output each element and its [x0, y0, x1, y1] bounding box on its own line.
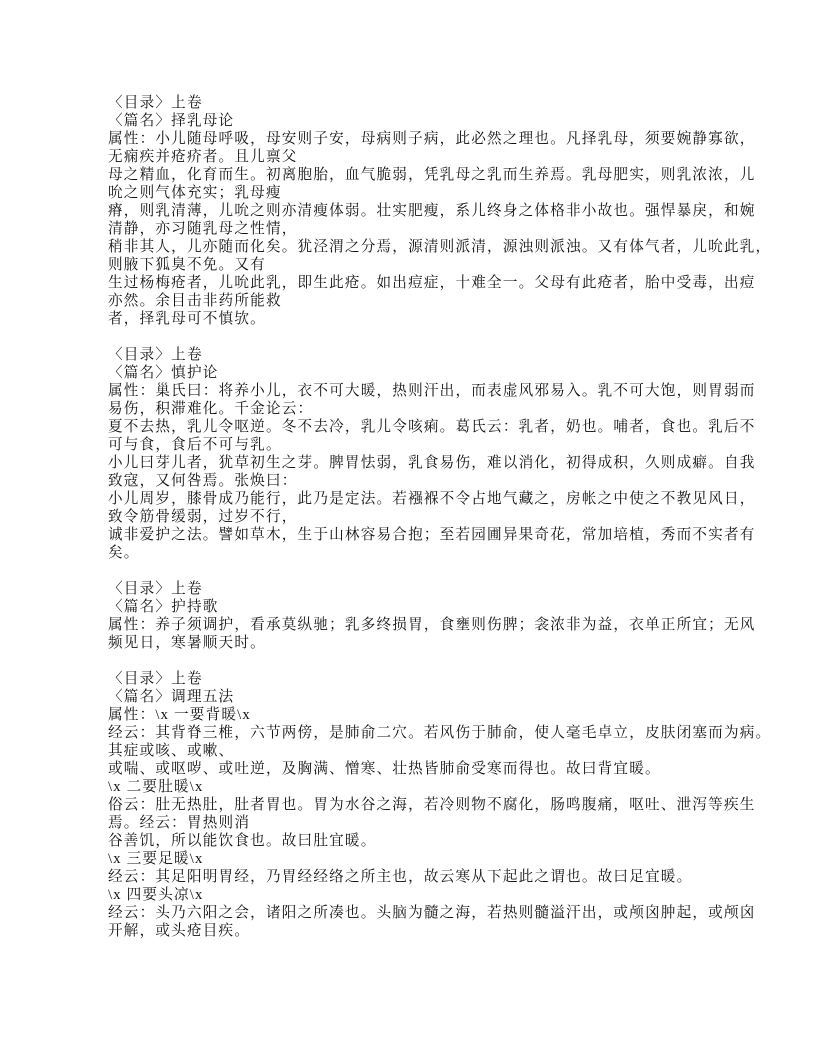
body-text-line: \x 三要足暖\x: [108, 851, 204, 867]
body-text-line: 属性：小儿随母呼吸，母安则子安，母病则子病，此必然之理也。凡择乳母，须要婉静寡欲，: [108, 131, 756, 147]
body-text-line: 属性：养子须调护，看承莫纵驰；乳多终损胃，食壅则伤脾；衾浓非为益，衣单正所宜；无风: [108, 617, 756, 633]
body-text-line: 俗云：肚无热肚，肚者胃也。胃为水谷之海，若冷则物不腐化，肠鸣腹痛，呕吐、泄泻等疾生: [108, 797, 756, 813]
body-text-line: 易伤，积滞难化。千金论云：: [108, 401, 314, 417]
body-text-line: 开解，或头疮目疾。: [108, 923, 251, 939]
body-text-line: 其症或咳、或嗽、: [108, 743, 235, 759]
section-catalog: 〈目录〉上卷: [108, 671, 203, 687]
body-text-line: 小儿周岁，膝骨成乃能行，此乃是定法。若襁褓不令占地气藏之，房帐之中使之不教见风日，: [108, 491, 756, 507]
body-text-line: 矣。: [108, 545, 140, 561]
section-catalog: 〈目录〉上卷: [108, 581, 203, 597]
body-text-line: 诚非爱护之法。譬如草木，生于山林容易合抱；至若园圃异果奇花，常加培植，秀而不实者有: [108, 527, 756, 543]
body-text-line: 则腋下狐臭不免。又有: [108, 257, 266, 273]
body-text-line: 夏不去热，乳儿令呕逆。冬不去冷，乳儿令咳痢。葛氏云：乳者，奶也。哺者，食也。乳后不: [108, 419, 756, 435]
body-text-line: 清静，亦习随乳母之性情，: [108, 221, 298, 237]
body-text-line: 母之精血，化育而生。初离胞胎，血气脆弱，凭乳母之乳而生养焉。乳母肥实，则乳浓浓，儿: [108, 167, 756, 183]
body-text-line: 可与食，食后不可与乳。: [108, 437, 282, 453]
body-text-line: 焉。经云：胃热则消: [108, 815, 251, 831]
section-title: 〈篇名〉择乳母论: [108, 113, 235, 129]
body-text-line: 吮之则气体充实；乳母瘦: [108, 185, 282, 201]
body-text-line: 属性：巢氏曰：将养小儿，衣不可大暖，热则汗出，而表虚风邪易入。乳不可大饱，则胃弱而: [108, 383, 756, 399]
document-section: [108, 670, 772, 940]
section-title: 〈篇名〉护持歌: [108, 599, 219, 615]
section-catalog: 〈目录〉上卷: [108, 347, 203, 363]
body-text-line: 稍非其人，儿亦随而化矣。犹泾渭之分焉，源清则派清，源浊则派浊。又有体气者，儿吮此乳，: [108, 239, 772, 255]
body-text-line: 谷善饥，所以能饮食也。故曰肚宜暖。: [108, 833, 377, 849]
document-section: [108, 580, 756, 652]
body-text-line: 无痫疾并疮疥者。且儿禀父: [108, 149, 298, 165]
body-text-line: 者，择乳母可不慎欤。: [108, 311, 266, 327]
body-text-line: 致令筋骨缓弱，过岁不行，: [108, 509, 298, 525]
body-text-line: 经云：其背脊三椎，六节两傍，是肺俞二穴。若风伤于肺俞，使人毫毛卓立，皮肤闭塞而为病。: [108, 725, 772, 741]
document-body: [108, 94, 772, 958]
document-section: [108, 346, 756, 562]
body-text-line: \x 二要肚暖\x: [108, 779, 204, 795]
body-text-line: 瘠，则乳清薄，儿吮之则亦清瘦体弱。壮实肥瘦，系儿终身之体格非小故也。强悍暴戾，和婉: [108, 203, 756, 219]
document-section: [108, 94, 772, 328]
body-text-line: 或喘、或呕哕、或吐逆，及胸满、憎寒、壮热皆肺俞受寒而得也。故曰背宜暖。: [108, 761, 661, 777]
section-title: 〈篇名〉慎护论: [108, 365, 219, 381]
body-text-line: \x 四要头凉\x: [108, 887, 204, 903]
body-text-line: 属性：\x 一要背暖\x: [108, 707, 251, 723]
body-text-line: 经云：头乃六阳之会，诸阳之所凑也。头脑为髓之海，若热则髓溢汗出，或颅囟肿起，或颅囟: [108, 905, 756, 921]
body-text-line: 小儿曰芽儿者，犹草初生之芽。脾胃怯弱，乳食易伤，难以消化，初得成积，久则成癖。自我: [108, 455, 756, 471]
body-text-line: 生过杨梅疮者，儿吮此乳，即生此疮。如出痘症，十难全一。父母有此疮者，胎中受毒，出痘: [108, 275, 756, 291]
section-catalog: 〈目录〉上卷: [108, 95, 203, 111]
body-text-line: 亦然。余目击非药所能救: [108, 293, 282, 309]
body-text-line: 经云：其足阳明胃经，乃胃经经络之所主也，故云寒从下起此之谓也。故曰足宜暖。: [108, 869, 693, 885]
section-title: 〈篇名〉调理五法: [108, 689, 235, 705]
body-text-line: 致寇，又何咎焉。张焕曰：: [108, 473, 298, 489]
body-text-line: 频见日，寒暑顺天时。: [108, 635, 266, 651]
